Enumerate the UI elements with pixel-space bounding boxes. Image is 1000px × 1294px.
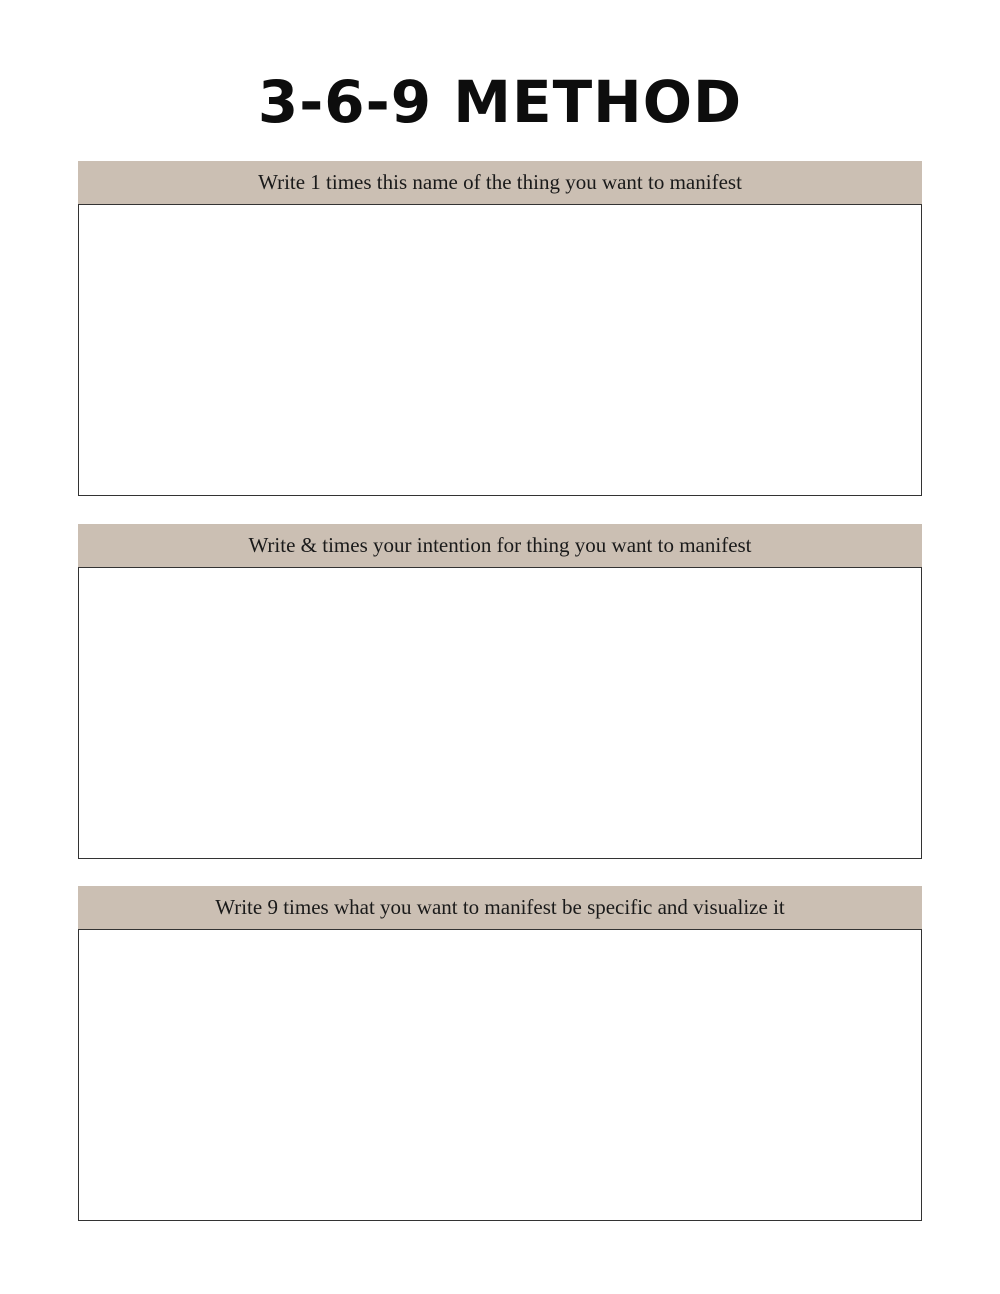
write-area[interactable]	[78, 929, 922, 1221]
section-header: Write 9 times what you want to manifest be specific and visualize it	[78, 886, 922, 929]
write-area[interactable]	[78, 204, 922, 496]
section-6-times	[78, 524, 922, 859]
section-header: Write & times your intention for thing you want to manifest	[78, 524, 922, 567]
page-title: 3-6-9 METHOD	[257, 68, 743, 136]
write-area[interactable]	[78, 567, 922, 859]
section-9-times	[78, 886, 922, 1221]
section-3-times	[78, 161, 922, 496]
section-header: Write 1 times this name of the thing you want to manifest	[78, 161, 922, 204]
